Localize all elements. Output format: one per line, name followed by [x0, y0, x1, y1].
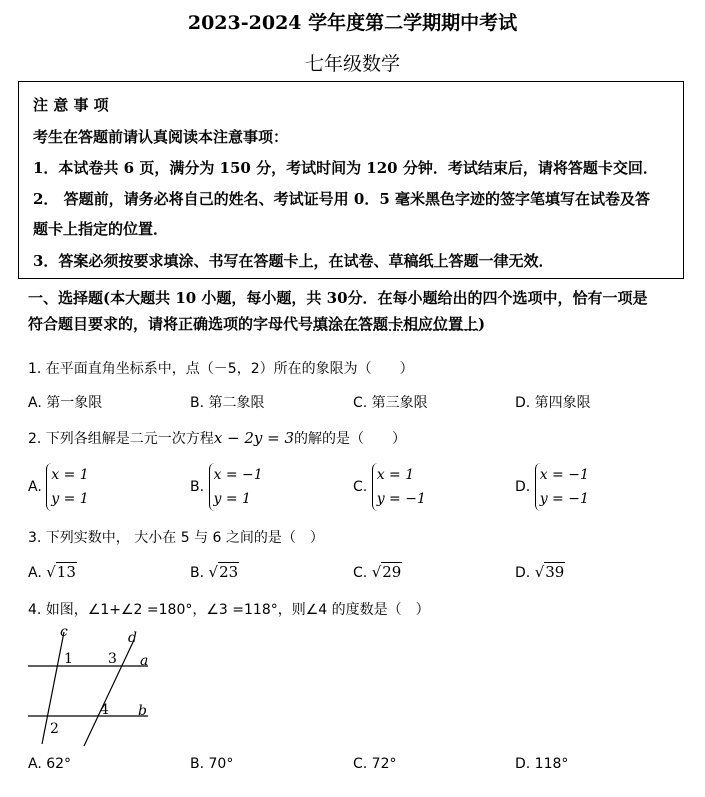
exam-subtitle: 七年级数学 [304, 53, 400, 75]
q3-option-b[interactable] [190, 563, 239, 581]
question-3-text: 3. 下列实数中， 大小在 5 与 6 之间的是（ ） [28, 530, 324, 546]
notice-line-0: 考生在答题前请认真阅读本注意事项： [33, 128, 289, 146]
section-line2-dotted: 填涂在答题卡相应位置上 [313, 315, 479, 333]
q3-label-c: C. [353, 565, 368, 581]
q4-option-a[interactable]: A. 62° [28, 756, 72, 772]
label-d: d [128, 630, 137, 646]
q2-system-c: x = 1 y = −1 [372, 463, 426, 511]
q4-option-c[interactable]: C. 72° [353, 756, 397, 772]
angle-4-label: 4 [100, 702, 109, 718]
q1-option-c[interactable]: C. 第三象限 [353, 395, 428, 411]
label-c: c [60, 624, 68, 640]
q2-option-a[interactable] [28, 463, 89, 511]
q4-option-d[interactable]: D. 118° [515, 756, 569, 772]
notice-line-3: 题卡上指定的位置． [33, 220, 169, 238]
q3-option-d[interactable] [515, 563, 565, 581]
q2-label-a: A. [28, 479, 42, 495]
q2-option-b[interactable] [190, 463, 263, 511]
q2-prefix: 2. 下列各组解是二元一次方程 [28, 431, 214, 447]
q2-option-c[interactable] [353, 463, 426, 511]
q3-label-d: D. [515, 565, 531, 581]
angle-2-label: 2 [50, 721, 59, 737]
q1-option-a[interactable]: A. 第一象限 [28, 395, 103, 411]
notice-heading: 注 意 事 项 [33, 96, 109, 114]
angle-1-label: 1 [64, 651, 73, 667]
question-2-text [28, 428, 406, 448]
q3-option-c[interactable] [353, 563, 402, 581]
q3-sqrt-a: √13 [46, 563, 76, 581]
q2-label-c: C. [353, 479, 368, 495]
notice-box [18, 81, 684, 279]
q1-option-b[interactable]: B. 第二象限 [190, 395, 265, 411]
q3-sqrt-b: √23 [208, 563, 239, 581]
label-a: a [140, 653, 149, 669]
q2-suffix: 的解的是（ ） [294, 431, 407, 447]
q2-system-b: x = −1 y = 1 [209, 463, 263, 511]
section-heading-line1: 一、选择题(本大题共 10 小题，每小题，共 30分．在每小题给出的四个选项中，恰有一项是 [28, 289, 648, 307]
q2-system-a: x = 1 y = 1 [46, 463, 88, 511]
q1-option-d[interactable]: D. 第四象限 [515, 395, 591, 411]
notice-line-2: 2． 答题前，请务必将自己的姓名、考试证号用 0．5 毫米黑色字迹的签字笔填写在试卷及答 [33, 190, 650, 208]
q4-option-b[interactable]: B. 70° [190, 756, 234, 772]
q2-label-d: D. [515, 479, 531, 495]
q3-sqrt-c: √29 [371, 563, 402, 581]
q4-prefix: 4. 如图， [28, 602, 88, 618]
q2-option-d[interactable] [515, 463, 589, 511]
label-b: b [138, 703, 147, 719]
section-heading-line2 [28, 313, 485, 334]
q3-label-b: B. [190, 565, 205, 581]
q3-label-a: A. [28, 565, 42, 581]
q3-option-a[interactable] [28, 563, 77, 581]
question-1-text: 1. 在平面直角坐标系中，点（－5，2）所在的象限为（ ） [28, 361, 414, 377]
angle-3-label: 3 [108, 651, 117, 667]
q2-label-b: B. [190, 479, 205, 495]
notice-line-1: 1．本试卷共 6 页，满分为 150 分，考试时间为 120 分钟．考试结束后，请将答题卡交回． [33, 159, 658, 177]
exam-title: 2023-2024 学年度第二学期期中考试 [187, 12, 518, 34]
q4-figure [22, 624, 162, 748]
section-line2-plain: 符合题目要求的，请将正确选项的字母代号 [28, 315, 314, 333]
q3-sqrt-d: √39 [534, 563, 565, 581]
q4-condition: ∠1+∠2 =180°，∠3 =118°，则∠4 的度数是（ ） [87, 602, 430, 618]
section-line2-end: ) [478, 315, 486, 333]
q2-equation: x − 2y = 3 [213, 429, 295, 447]
notice-line-4: 3．答案必须按要求填涂、书写在答题卡上，在试卷、草稿纸上答题一律无效． [33, 252, 554, 270]
q2-system-d: x = −1 y = −1 [535, 463, 589, 511]
question-4-text [28, 599, 430, 619]
